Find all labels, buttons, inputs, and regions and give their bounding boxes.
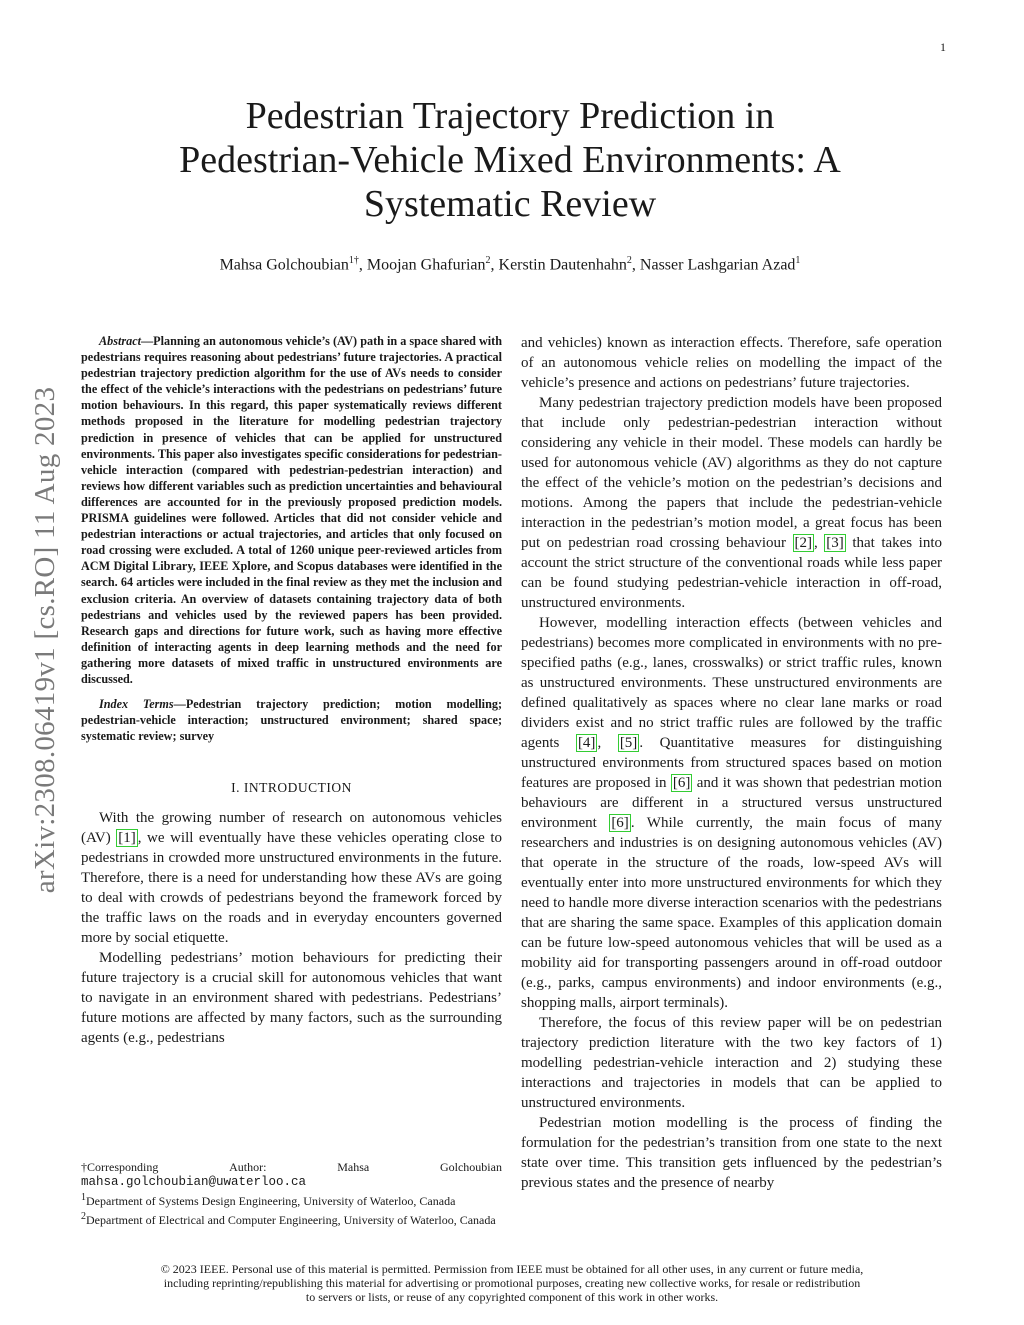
author-name: Mahsa Golchoubian	[219, 256, 349, 274]
paragraph-text: . Quantitative measures for distinguishing unstructured environments from structured spaces based on motion features are proposed in	[521, 735, 942, 791]
intro-paragraph-4	[521, 613, 942, 1013]
abstract	[81, 333, 502, 687]
title-line-3: Systematic Review	[363, 183, 657, 225]
citation-link[interactable]: [6]	[672, 775, 691, 791]
left-column	[81, 333, 502, 1048]
copyright-notice	[80, 1262, 944, 1304]
footnote-text: Department of Electrical and Computer Engineering, University of Waterloo, Canada	[86, 1213, 496, 1227]
index-terms-text: —Pedestrian trajectory prediction; motion modelling; pedestrian-vehicle interaction; unstructured environment; shared space; systematic review; survey	[81, 697, 503, 744]
section-heading-introduction: I. INTRODUCTION	[231, 780, 352, 796]
paper-title	[120, 94, 900, 226]
paragraph-text: , we will eventually have these vehicles operating close to pedestrians in crowded more unstructured environments in the future. Therefore, there is a need for understanding how these AVs are going to deal with crowds of pedestrians beyond the framework forced by the traffic laws on the roads and in everyday encounters governed more by social etiquette.	[81, 830, 502, 947]
footnote-text: †Corresponding	[81, 1160, 159, 1174]
intro-paragraph-2: Modelling pedestrians’ motion behaviours for predicting their future trajectory is a crucial skill for autonomous vehicles that want to navigate in an environment shared with pedestrians. Pedestrians’ future motions are affected by many factors, such as the surrounding agents (e.g., pedestrians	[81, 950, 502, 1047]
author-name: Kerstin Dautenhahn	[498, 256, 627, 274]
footnote-affiliation-2	[81, 1209, 502, 1228]
intro-paragraph-5: Therefore, the focus of this review paper will be on pedestrian trajectory prediction literature with the two key factors of 1) modelling pedestrian-vehicle interaction and 2) studying these interactions and trajectories in models that can be applied to unstructured environments.	[521, 1015, 942, 1111]
intro-paragraph-2-continued: and vehicles) known as interaction effects. Therefore, safe operation of an autonomous vehicle relies on modelling the impact of the vehicle’s presence and actions on pedestrians’ future trajectories.	[521, 335, 942, 391]
copyright-line: to servers or lists, or reuse of any copyrighted component of this work in other works.	[305, 1290, 719, 1304]
paragraph-text: that takes into account the strict structure of the conventional roads while less paper can be found studying pedestrian-vehicle interaction in off-road, unstructured environments.	[521, 535, 942, 611]
paragraph-text: Many pedestrian trajectory prediction models have been proposed that include only pedestrian-pedestrian interaction without considering any vehicle in their model. These models can hardly be used for autonomous vehicle (AV) algorithms as they do not capture the effect of the vehicle’s motion on the pedestrian’s decisions and motions. Among the papers that include the pedestrian-vehicle interaction in the pedestrian’s motion model, a great focus has been put on pedestrian road crossing behaviour	[521, 395, 942, 551]
copyright-line: © 2023 IEEE. Personal use of this material is permitted. Permission from IEEE must be obtained for all other uses, in any current or future media,	[160, 1262, 864, 1276]
footnotes	[81, 1160, 502, 1228]
intro-paragraph-1	[81, 808, 502, 948]
paragraph-text: However, modelling interaction effects (between vehicles and pedestrians) becomes more complicated in environments with no pre-specified paths (e.g., lanes, crosswalks) or strict traffic rules, known as unstructured environments. These unstructured environments are defined qualitatively as spaces where no clear lane marks or road dividers exist and no strict traffic rules are followed by the traffic agents	[521, 615, 942, 751]
right-column	[521, 333, 942, 1193]
page-number: 1	[940, 40, 946, 54]
author-list: Mahsa Golchoubian$^{1\dagger}$, Moojan Ghafurian$^2$, Kerstin Dautenhahn$^2$, Nasser Lashgarian Azad$^1$	[219, 255, 801, 274]
author-affiliation-mark: 2	[626, 255, 632, 266]
footnote-corresponding-author	[81, 1160, 502, 1175]
author-affiliation-mark: 1	[795, 255, 801, 266]
citation-link[interactable]: [2]	[794, 535, 813, 551]
intro-paragraph-3	[521, 393, 942, 613]
footnote-text: Golchoubian	[439, 1160, 502, 1174]
intro-paragraph-6: Pedestrian motion modelling is the process of finding the formulation for the pedestrian’s transition from one state to the next state over time. This transition gets influenced by the pedestrian’s previous states and the presence of nearby	[521, 1115, 942, 1191]
footnote-mark: 1	[81, 1192, 86, 1203]
copyright-line: including reprinting/republishing this material for advertising or promotional purposes, creating new collective works, for resale or redistribution	[163, 1276, 861, 1290]
footnote-affiliation-1	[81, 1190, 502, 1209]
title-line-2: Pedestrian-Vehicle Mixed Environments: A	[179, 139, 841, 181]
author-email-link[interactable]: mahsa.golchoubian@uwaterloo.ca	[81, 1175, 307, 1189]
footnote-text: Mahsa	[337, 1160, 370, 1174]
footnote-text: Author:	[229, 1160, 267, 1174]
abstract-label: Abstract	[99, 334, 141, 348]
arxiv-identifier-stamp[interactable]: arXiv:2308.06419v1 [cs.RO] 11 Aug 2023	[29, 386, 61, 894]
title-line-1: Pedestrian Trajectory Prediction in	[245, 95, 775, 137]
paragraph-text: . While currently, the main focus of many researchers and industries is on designing autonomous vehicles (AV) that operate in the structure of the roads, low-speed AVs will eventually enter into more unstructured environments for which they need to handle more diverse interaction scenarios with the pedestrians that are sharing the same space. Examples of this application domain can be future low-speed autonomous vehicles that will be used as a mobility aid for transporting passengers around in off-road outdoor (e.g., parks, campus environments) and indoor environments (e.g., shopping malls, airport terminals).	[521, 815, 942, 1011]
paragraph-text: ,	[814, 535, 825, 551]
author-affiliation-mark: 1†	[348, 255, 359, 266]
footnote-mark: 2	[81, 1211, 86, 1222]
author-name: Nasser Lashgarian Azad	[639, 256, 796, 274]
citation-link[interactable]: [4]	[577, 735, 596, 751]
abstract-text: —Planning an autonomous vehicle’s (AV) path in a space shared with pedestrians requires reasoning about pedestrians’ future trajectories. A practical pedestrian trajectory prediction algorithm for the use of AVs needs to consider the effect of the vehicle’s interactions with the pedestrians on pedestrians’ future motion behaviours. In this regard, this paper systematically reviews different methods proposed in the literature for modelling pedestrian trajectory prediction in presence of vehicles that can be applied for unstructured environments. This paper also investigates specific considerations for pedestrian-vehicle interaction (compared with pedestrian-pedestrian interaction) and reviews how different variables such as prediction uncertainties and behavioural differences are accounted for in the previously proposed prediction models. PRISMA guidelines were followed. Articles that did not consider vehicle and pedestrian interactions or actual trajectories, and articles that only focused on road crossing were excluded. A total of 1260 unique peer-reviewed articles from ACM Digital Library, IEEE Xplore, and Scopus databases were identified in the search. 64 articles were included in the final review as they met the inclusion and exclusion criteria. An overview of datasets containing trajectory data of both pedestrians and vehicles used by the reviewed papers has been provided. Research gaps and directions for future work, such as having more effective definition of interacting agents in deep learning methods and the need for gathering more datasets of mixed traffic in unstructured environments are discussed.	[81, 334, 502, 686]
paragraph-text: With the growing number of research on autonomous vehicles (AV)	[81, 810, 502, 847]
author-affiliation-mark: 2	[485, 255, 491, 266]
citation-link[interactable]: [5]	[619, 735, 638, 751]
footnote-text: Department of Systems Design Engineering, University of Waterloo, Canada	[86, 1194, 456, 1208]
citation-link[interactable]: [3]	[826, 535, 844, 551]
paragraph-text: ,	[597, 735, 618, 751]
index-terms-label: Index Terms	[99, 697, 174, 712]
citation-link[interactable]: [6]	[611, 815, 629, 831]
author-name: Moojan Ghafurian	[366, 256, 486, 274]
index-terms	[81, 696, 502, 744]
paragraph-text: and it was shown that pedestrian motion behaviours are different in a structured versus unstructured environment	[521, 775, 942, 831]
citation-link[interactable]: [1]	[118, 830, 136, 847]
